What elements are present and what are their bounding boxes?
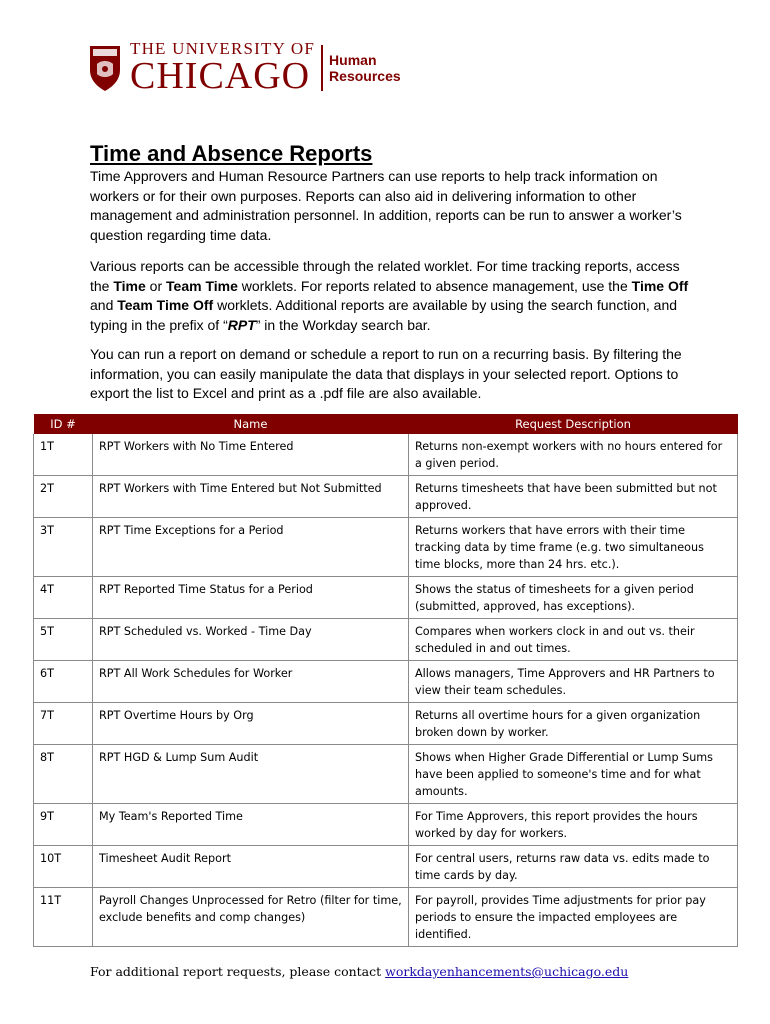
report-description: Shows the status of timesheets for a given period (submitted, approved, has exceptions). [409, 577, 738, 619]
report-id: 11T [34, 888, 93, 947]
report-id: 6T [34, 661, 93, 703]
column-header-id: ID # [34, 414, 93, 434]
contact-email-link[interactable]: workdayenhancements@uchicago.edu [385, 964, 629, 979]
report-name: RPT Reported Time Status for a Period [93, 577, 409, 619]
table-row [34, 661, 738, 703]
report-id: 4T [34, 577, 93, 619]
university-shield-icon [88, 44, 122, 92]
table-row [34, 846, 738, 888]
report-description: Returns all overtime hours for a given organization broken down by worker. [409, 703, 738, 745]
report-name: RPT All Work Schedules for Worker [93, 661, 409, 703]
report-name: RPT Time Exceptions for a Period [93, 518, 409, 577]
footer-note: For additional report requests, please contact workdayenhancements@uchicago.edu [90, 964, 629, 979]
report-id: 1T [34, 434, 93, 476]
university-wordmark [130, 39, 316, 97]
logo-divider [321, 45, 323, 91]
report-name: Payroll Changes Unprocessed for Retro (filter for time, exclude benefits and comp changes) [93, 888, 409, 947]
report-id: 9T [34, 804, 93, 846]
report-name: RPT Scheduled vs. Worked - Time Day [93, 619, 409, 661]
table-row [34, 804, 738, 846]
report-name: RPT Workers with No Time Entered [93, 434, 409, 476]
university-name-main: CHICAGO [130, 55, 311, 97]
report-description: Compares when workers clock in and out vs. their scheduled in and out times. [409, 619, 738, 661]
table-row [34, 703, 738, 745]
report-description: Shows when Higher Grade Differential or Lump Sums have been applied to someone's time and for what amounts. [409, 745, 738, 804]
report-description: Returns non-exempt workers with no hours entered for a given period. [409, 434, 738, 476]
report-description: Allows managers, Time Approvers and HR Partners to view their team schedules. [409, 661, 738, 703]
table-row [34, 745, 738, 804]
worklet-paragraph: Various reports can be accessible through the related worklet. For time tracking reports, access the Time or Team Time worklets. For reports related to absence management, use the Time Off and Team Time Off worklets. Additional reports are available by using the search function, and typing in the prefix of “RPT” in the Workday search bar. [90, 258, 689, 333]
report-description: Returns timesheets that have been submitted but not approved. [409, 476, 738, 518]
schedule-paragraph: You can run a report on demand or schedule a report to run on a recurring basis. By filtering the information, you can easily manipulate the data that displays in your selected report. Options to export the list to Excel and print as a .pdf file are also available. [90, 346, 682, 401]
table-row [34, 518, 738, 577]
column-header-description: Request Description [409, 414, 738, 434]
report-description: For Time Approvers, this report provides the hours worked by day for workers. [409, 804, 738, 846]
report-id: 2T [34, 476, 93, 518]
column-header-name: Name [93, 414, 409, 434]
report-name: RPT Overtime Hours by Org [93, 703, 409, 745]
page-title: Time and Absence Reports [90, 141, 373, 166]
report-id: 5T [34, 619, 93, 661]
table-row [34, 888, 738, 947]
report-description: For payroll, provides Time adjustments for prior pay periods to ensure the impacted employees are identified. [409, 888, 738, 947]
university-logo [88, 40, 401, 96]
department-name: Human Resources [329, 52, 401, 84]
report-name: RPT Workers with Time Entered but Not Submitted [93, 476, 409, 518]
table-row [34, 577, 738, 619]
report-description: Returns workers that have errors with their time tracking data by time frame (e.g. two simultaneous time blocks, more than 24 hrs. etc.). [409, 518, 738, 577]
report-id: 3T [34, 518, 93, 577]
university-name-top: THE UNIVERSITY OF [130, 39, 316, 58]
report-id: 10T [34, 846, 93, 888]
report-name: Timesheet Audit Report [93, 846, 409, 888]
table-header-row [34, 414, 738, 434]
report-id: 8T [34, 745, 93, 804]
report-name: RPT HGD & Lump Sum Audit [93, 745, 409, 804]
report-id: 7T [34, 703, 93, 745]
report-name: My Team's Reported Time [93, 804, 409, 846]
table-row [34, 476, 738, 518]
report-description: For central users, returns raw data vs. edits made to time cards by day. [409, 846, 738, 888]
table-row [34, 619, 738, 661]
intro-paragraph: Time Approvers and Human Resource Partners can use reports to help track information on workers or for their own purposes. Reports can also aid in delivering information to other management and administration personnel. In addition, reports can be run to answer a worker’s question regarding time data. [90, 168, 682, 243]
reports-table [33, 414, 738, 947]
table-row [34, 434, 738, 476]
